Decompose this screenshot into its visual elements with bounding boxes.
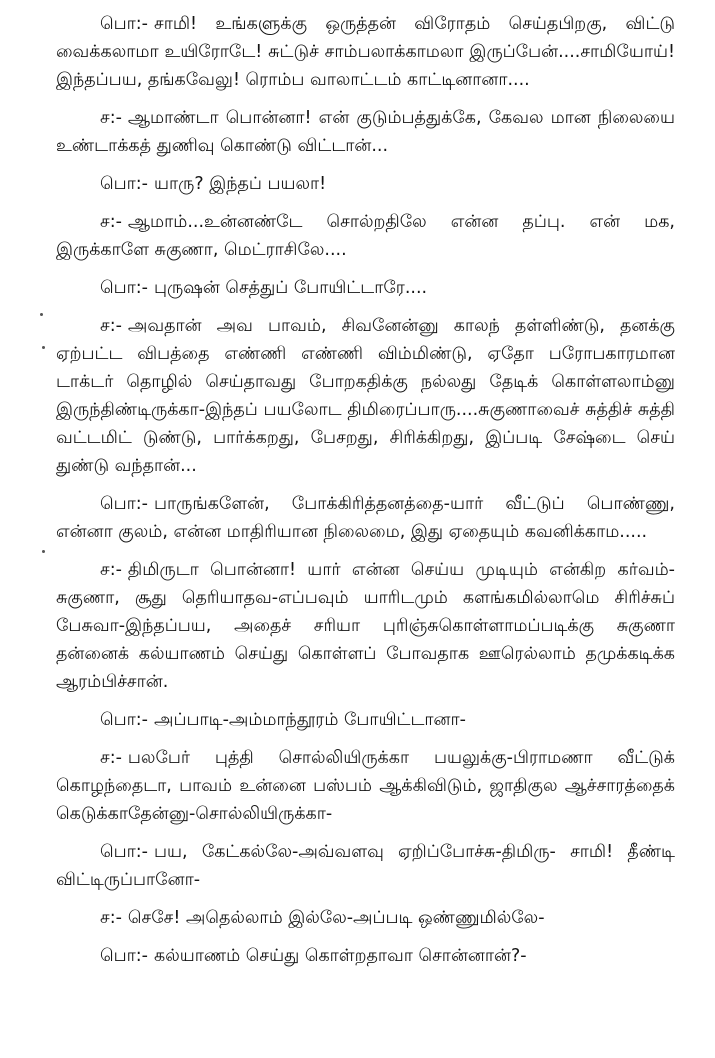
dialogue-text: திமிருடா பொன்னா! யார் என்ன செய்ய முடியும் என்கிற கர்வம்-சுகுணா, சூது தெரியாதவ-எப்பவும் யாரிடமும் களங்கமில்லாமெ சிரிச்சுப் பேசுவா-இந்தப்பய, அதைச் சரியா புரிஞ்சுகொள்ளாமப்படிக்கு சுகுணா தன்னைக் கல்யாணம் செய்து கொள்ளப் போவதாக ஊரெல்லாம் தமுக்கடிக்க ஆரம்பிச்சான். — [56, 560, 675, 692]
speaker-tag: ச:- — [100, 748, 122, 768]
dialogue-paragraph — [56, 904, 675, 932]
speaker-tag: ச:- — [100, 316, 122, 336]
speaker-tag: பொ:- — [100, 494, 148, 514]
dialogue-text: புருஷன் செத்துப் போயிட்டாரே.... — [154, 278, 428, 298]
speaker-tag: பொ:- — [100, 174, 148, 194]
speaker-tag: பொ:- — [100, 946, 148, 966]
dialogue-paragraph — [56, 10, 675, 94]
dialogue-paragraph — [56, 312, 675, 480]
dialogue-text: அப்பாடி-அம்மாந்தூரம் போயிட்டானா- — [154, 710, 466, 730]
speaker-tag: ச:- — [100, 212, 122, 232]
print-speck — [42, 346, 45, 349]
dialogue-paragraph — [56, 556, 675, 696]
dialogue-text: அவதான் அவ பாவம், சிவனேன்னு காலந் தள்ளிண்டு, தனக்கு ஏற்பட்ட விபத்தை எண்ணி எண்ணி விம்மிண்டு, ஏதோ பரோபகாரமான டாக்டர் தொழில் செய்தாவது போறகதிக்கு நல்லது தேடிக் கொள்ளலாம்னு இருந்திண்டிருக்கா-இந்தப் பயலோட திமிரைப்பாரு....சுகுணாவைச் சுத்திச் சுத்தி வட்டமிட் டுண்டு, பார்க்கறது, பேசறது, சிரிக்கிறது, இப்படி சேஷ்டை செய் துண்டு வந்தான்... — [56, 316, 675, 476]
dialogue-text: யாரு? இந்தப் பயலா! — [154, 174, 327, 194]
dialogue-paragraph — [56, 170, 675, 198]
dialogue-paragraph — [56, 706, 675, 734]
speaker-tag: பொ:- — [100, 14, 148, 34]
dialogue-paragraph — [56, 104, 675, 160]
dialogue-text: பய, கேட்கல்லே-அவ்வளவு ஏறிப்போச்சு-திமிரு- சாமி! தீண்டி விட்டிருப்பானோ- — [56, 842, 675, 890]
dialogue-text: கல்யாணம் செய்து கொள்றதாவா சொன்னான்?- — [154, 946, 527, 966]
dialogue-paragraph — [56, 490, 675, 546]
speaker-tag: பொ:- — [100, 278, 148, 298]
dialogue-paragraph — [56, 274, 675, 302]
dialogue-text: ஆமாம்...உன்னண்டே சொல்றதிலே என்ன தப்பு. என் மக, இருக்காளே சுகுணா, மெட்ராசிலே.... — [56, 212, 675, 260]
speaker-tag: பொ:- — [100, 710, 148, 730]
dialogue-paragraph — [56, 208, 675, 264]
dialogue-text: ஆமாண்டா பொன்னா! என் குடும்பத்துக்கே, கேவல மான நிலையை உண்டாக்கத் துணிவு கொண்டு விட்டான்... — [56, 108, 675, 156]
print-speck — [40, 313, 43, 316]
dialogue-text: சாமி! உங்களுக்கு ஒருத்தன் விரோதம் செய்தபிறகு, விட்டு வைக்கலாமா உயிரோடே! சுட்டுச் சாம்பலாக்காமலா இருப்பேன்....சாமியோய்! இந்தப்பய, தங்கவேலு! ரொம்ப வாலாட்டம் காட்டினானா.... — [56, 14, 675, 90]
print-speck — [42, 550, 45, 553]
dialogue-text: பலபேர் புத்தி சொல்லியிருக்கா பயலுக்கு-பிராமணா வீட்டுக் கொழந்தைடா, பாவம் உன்னை பஸ்பம் ஆக்கிவிடும், ஜாதிகுல ஆச்சாரத்தைக் கெடுக்காதேன்னு-சொல்லியிருக்கா- — [56, 748, 675, 824]
dialogue-paragraph — [56, 744, 675, 828]
speaker-tag: பொ:- — [100, 842, 148, 862]
speaker-tag: ச:- — [100, 108, 122, 128]
speaker-tag: ச:- — [100, 908, 122, 928]
dialogue-paragraph — [56, 838, 675, 894]
dialogue-paragraph — [56, 942, 675, 970]
dialogue-text: செசே! அதெல்லாம் இல்லே-அப்படி ஒண்ணுமில்லே- — [127, 908, 545, 928]
dialogue-text: பாருங்களேன், போக்கிரித்தனத்தை-யார் வீட்டுப் பொண்ணு, என்னா குலம், என்ன மாதிரியான நிலைமை, இது ஏதையும் கவனிக்காம..... — [56, 494, 675, 542]
speaker-tag: ச:- — [100, 560, 122, 580]
